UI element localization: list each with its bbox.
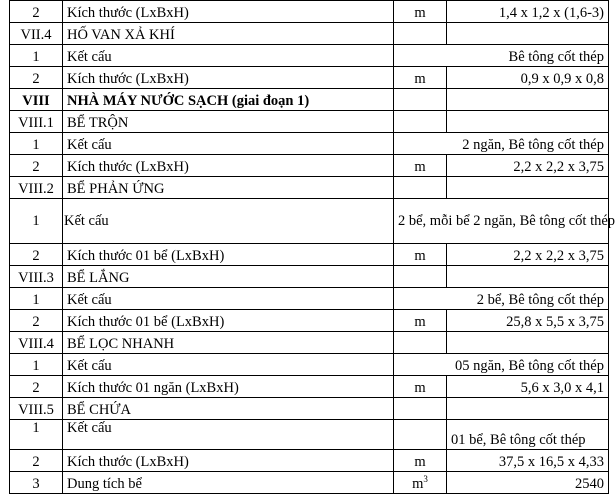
item-name: Kích thước 01 bể (LxBxH) — [63, 310, 394, 332]
row-number: 1 — [10, 420, 63, 450]
section-title: BỂ LẮNG — [63, 266, 394, 288]
section-title: BỂ PHẢN ỨNG — [63, 177, 394, 199]
value: 1,4 x 1,2 x (1,6-3) — [447, 1, 609, 23]
table-row — [10, 45, 609, 67]
unit: m — [394, 1, 447, 23]
table-row — [10, 450, 609, 472]
unit: m — [394, 376, 447, 398]
value: 01 bể, Bê tông cốt thép — [447, 420, 609, 450]
item-name: Kết cấu — [63, 133, 394, 155]
value — [447, 332, 609, 354]
table-row — [10, 67, 609, 89]
value — [447, 398, 609, 420]
row-number: 2 — [10, 450, 63, 472]
item-name: Kết cấu — [63, 420, 394, 450]
row-number: 1 — [10, 133, 63, 155]
value: 25,8 x 5,5 x 3,75 — [447, 310, 609, 332]
item-name: Kết cấu — [63, 45, 394, 67]
table-row — [10, 310, 609, 332]
value: 2 bể, Bê tông cốt thép — [394, 288, 609, 310]
value — [447, 23, 609, 45]
value — [447, 111, 609, 133]
value: 2,2 x 2,2 x 3,75 — [447, 155, 609, 177]
item-name: Kết cấu — [63, 354, 394, 376]
value: 2,2 x 2,2 x 3,75 — [447, 244, 609, 266]
row-number: VIII.4 — [10, 332, 63, 354]
item-name: Kích thước 01 bể (LxBxH) — [63, 244, 394, 266]
section-row — [10, 89, 609, 111]
unit — [394, 89, 447, 111]
row-number: 2 — [10, 244, 63, 266]
row-number: 2 — [10, 1, 63, 23]
unit — [394, 472, 447, 494]
unit — [394, 111, 447, 133]
table-row — [10, 1, 609, 23]
section-title: BỂ CHỨA — [63, 398, 394, 420]
item-name: Kích thước 01 ngăn (LxBxH) — [63, 376, 394, 398]
unit — [394, 23, 447, 45]
value: 37,5 x 16,5 x 4,33 — [447, 450, 609, 472]
row-number: 2 — [10, 376, 63, 398]
row-number: 1 — [10, 45, 63, 67]
unit: m — [394, 67, 447, 89]
section-row — [10, 266, 609, 288]
value: 2 bể, mỗi bể 2 ngăn, Bê tông cốt thép — [394, 199, 609, 244]
row-number: 1 — [10, 288, 63, 310]
unit: m — [394, 310, 447, 332]
section-row — [10, 398, 609, 420]
row-number: VIII.1 — [10, 111, 63, 133]
unit-base: m — [412, 476, 424, 492]
item-name: Kích thước (LxBxH) — [63, 450, 394, 472]
item-name: Kích thước (LxBxH) — [63, 67, 394, 89]
table-row — [10, 376, 609, 398]
row-number: VII.4 — [10, 23, 63, 45]
section-row — [10, 177, 609, 199]
row-number: 2 — [10, 155, 63, 177]
unit — [394, 332, 447, 354]
table-row — [10, 420, 609, 450]
item-name: Kích thước (LxBxH) — [63, 155, 394, 177]
section-title: BỂ LỌC NHANH — [63, 332, 394, 354]
section-title: BỂ TRỘN — [63, 111, 394, 133]
row-number: 2 — [10, 67, 63, 89]
item-name: Kết cấu — [63, 288, 394, 310]
table-row — [10, 199, 609, 244]
table-row — [10, 354, 609, 376]
unit: m — [394, 244, 447, 266]
section-title: HỐ VAN XẢ KHÍ — [63, 23, 394, 45]
unit — [394, 177, 447, 199]
unit-exponent: 3 — [423, 474, 428, 485]
value: 5,6 x 3,0 x 4,1 — [447, 376, 609, 398]
section-row — [10, 332, 609, 354]
row-number: VIII.5 — [10, 398, 63, 420]
table-row — [10, 244, 609, 266]
value: Bê tông cốt thép — [394, 45, 609, 67]
specification-table — [9, 0, 616, 494]
row-number: 2 — [10, 310, 63, 332]
row-number: 1 — [10, 199, 63, 244]
item-name: Kích thước (LxBxH) — [63, 1, 394, 23]
item-name: Kết cấu — [63, 199, 394, 244]
value — [447, 266, 609, 288]
row-number: VIII.3 — [10, 266, 63, 288]
table-row — [10, 133, 609, 155]
section-title: NHÀ MÁY NƯỚC SẠCH (giai đoạn 1) — [63, 89, 394, 111]
section-row — [10, 23, 609, 45]
row-number: 1 — [10, 354, 63, 376]
item-name: Dung tích bể — [63, 472, 394, 494]
value: 05 ngăn, Bê tông cốt thép — [394, 354, 609, 376]
table-row — [10, 155, 609, 177]
table-row — [10, 288, 609, 310]
value: 2540 — [447, 472, 609, 494]
section-row — [10, 111, 609, 133]
unit: m — [394, 155, 447, 177]
row-number: 3 — [10, 472, 63, 494]
value: 0,9 x 0,9 x 0,8 — [447, 67, 609, 89]
value — [447, 89, 609, 111]
unit — [394, 420, 447, 450]
table-row — [10, 472, 609, 494]
row-number: VIII.2 — [10, 177, 63, 199]
unit: m — [394, 450, 447, 472]
row-number: VIII — [10, 89, 63, 111]
value: 2 ngăn, Bê tông cốt thép — [394, 133, 609, 155]
value — [447, 177, 609, 199]
unit — [394, 398, 447, 420]
unit — [394, 266, 447, 288]
